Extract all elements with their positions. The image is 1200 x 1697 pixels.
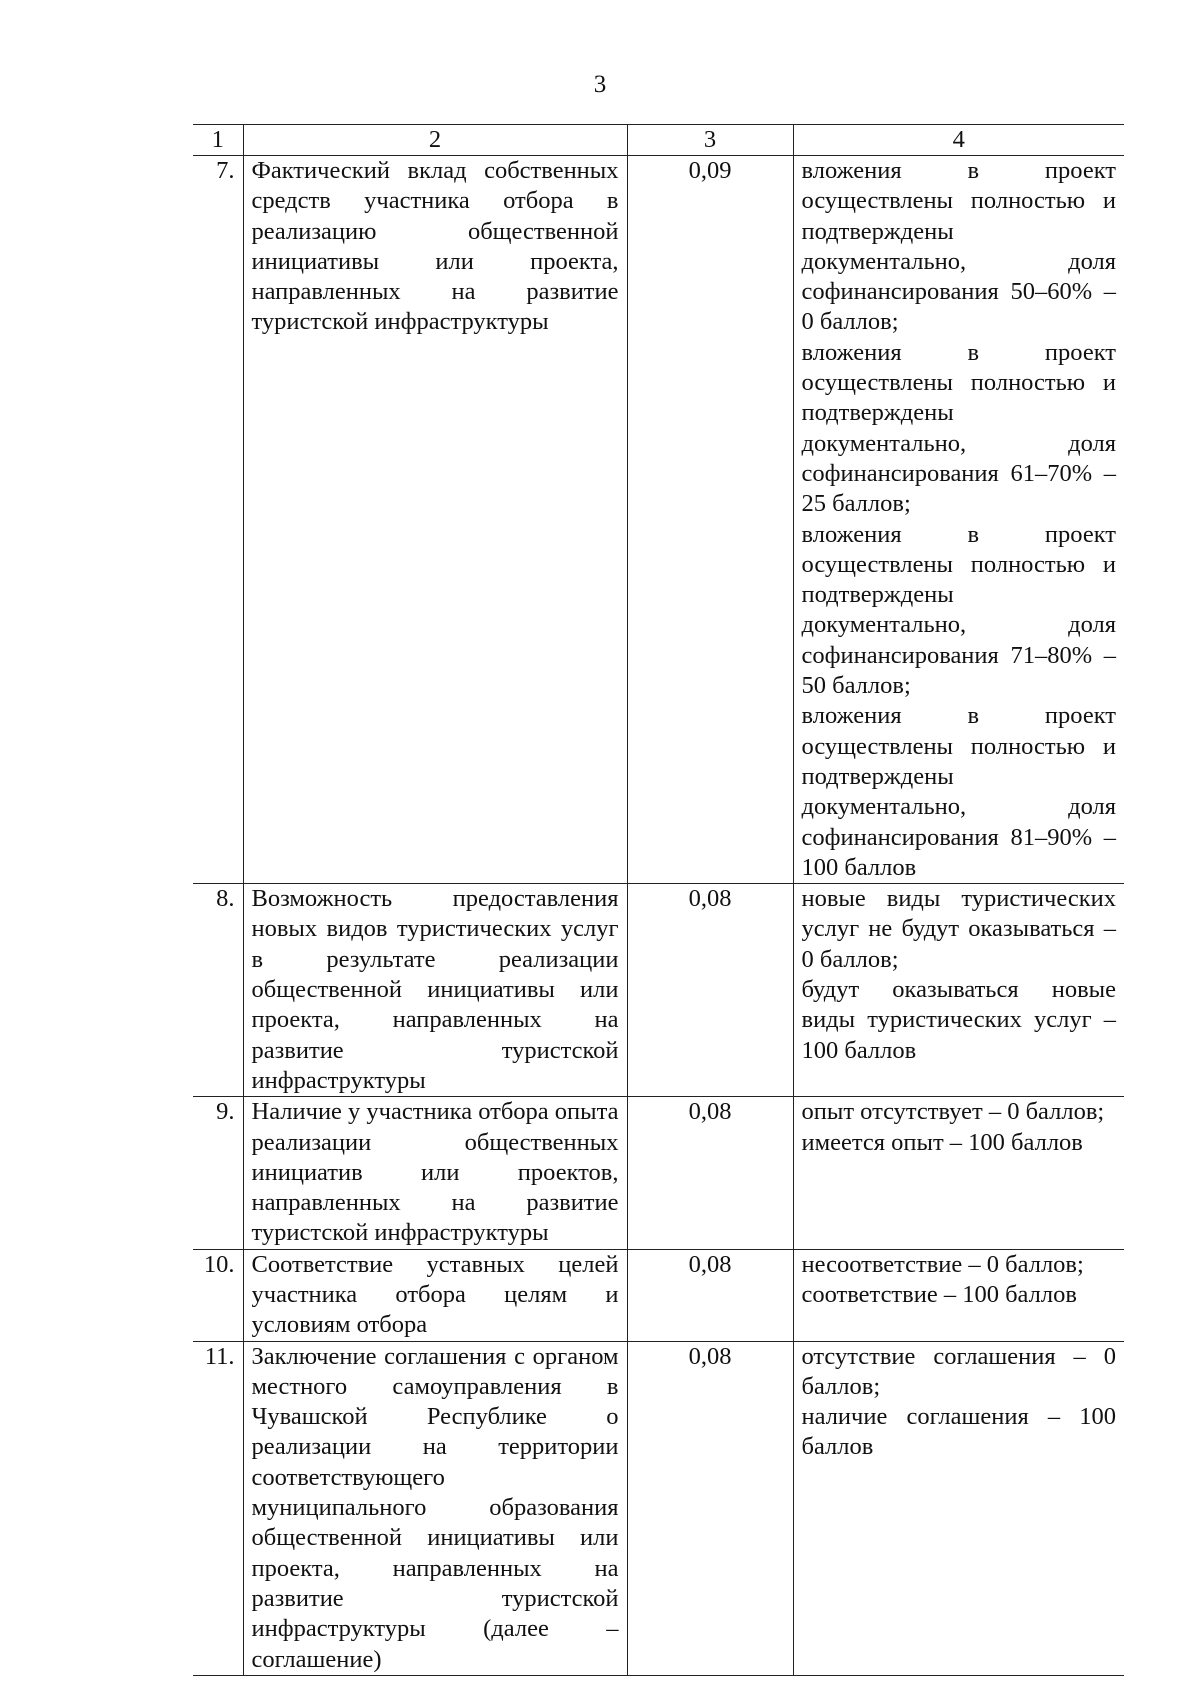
scoring-cell [793, 1341, 1124, 1675]
scoring-line: вложения в проект осуществлены полностью и подтверждены документально, доля софинансирования 81–90% – 100 баллов [801, 702, 1116, 881]
scoring-line: вложения в проект осуществлены полностью и подтверждены документально, доля софинансирования 50–60% – 0 баллов; [801, 157, 1116, 336]
column-header-scoring: 4 [793, 125, 1124, 156]
row-number: 8. [193, 884, 243, 1097]
weight-value: 0,09 [627, 156, 793, 884]
table-row [193, 156, 1124, 884]
page-number: 3 [593, 71, 607, 98]
row-number: 10. [193, 1249, 243, 1341]
table-row [193, 1249, 1124, 1341]
row-number: 11. [193, 1341, 243, 1675]
table-header [193, 125, 1124, 156]
scoring-line: соответствие – 100 баллов [801, 1280, 1077, 1308]
criterion-text: Возможность предоставления новых видов туристических услуг в результате реализации общественной инициативы или проекта, направленных на развитие туристской инфраструктуры [243, 884, 627, 1097]
table-row [193, 1341, 1124, 1675]
weight-value: 0,08 [627, 1249, 793, 1341]
scoring-line: несоответствие – 0 баллов; [801, 1250, 1084, 1278]
column-header-criterion: 2 [243, 125, 627, 156]
column-header-number: 1 [193, 125, 243, 156]
criterion-text: Соответствие уставных целей участника отбора целям и условиям отбора [243, 1249, 627, 1341]
scoring-line: вложения в проект осуществлены полностью и подтверждены документально, доля софинансирования 71–80% – 50 баллов; [801, 520, 1116, 700]
table-row [193, 1097, 1124, 1249]
weight-value: 0,08 [627, 1341, 793, 1675]
scoring-line: будут оказываться новые виды туристических услуг – 100 баллов [801, 976, 1116, 1064]
criteria-table [193, 124, 1124, 1676]
scoring-line: новые виды туристических услуг не будут оказываться – 0 баллов; [801, 885, 1116, 973]
scoring-line: опыт отсутствует – 0 баллов; [801, 1098, 1105, 1126]
table-row [193, 884, 1124, 1097]
weight-value: 0,08 [627, 884, 793, 1097]
scoring-cell [793, 884, 1124, 1097]
row-number: 9. [193, 1097, 243, 1249]
weight-value: 0,08 [627, 1097, 793, 1249]
scoring-cell [793, 1097, 1124, 1249]
scoring-line: отсутствие соглашения – 0 баллов; [801, 1342, 1116, 1400]
scoring-cell [793, 156, 1124, 884]
scoring-line: имеется опыт – 100 баллов [801, 1128, 1083, 1156]
criterion-text: Фактический вклад собственных средств участника отбора в реализацию общественной инициативы или проекта, направленных на развитие туристской инфраструктуры [243, 156, 627, 884]
table-body [193, 156, 1124, 1676]
scoring-cell [793, 1249, 1124, 1341]
row-number: 7. [193, 156, 243, 884]
scoring-line: наличие соглашения – 100 баллов [801, 1403, 1116, 1461]
criterion-text: Заключение соглашения с органом местного самоуправления в Чувашской Республике о реализации на территории соответствующего муниципального образования общественной инициативы или проекта, направленных на развитие туристской инфраструктуры (далее – соглашение) [243, 1341, 627, 1675]
column-header-weight: 3 [627, 125, 793, 156]
criterion-text: Наличие у участника отбора опыта реализации общественных инициатив или проектов, направленных на развитие туристской инфраструктуры [243, 1097, 627, 1249]
scoring-line: вложения в проект осуществлены полностью и подтверждены документально, доля софинансирования 61–70% – 25 баллов; [801, 338, 1116, 518]
header-row [193, 125, 1124, 156]
